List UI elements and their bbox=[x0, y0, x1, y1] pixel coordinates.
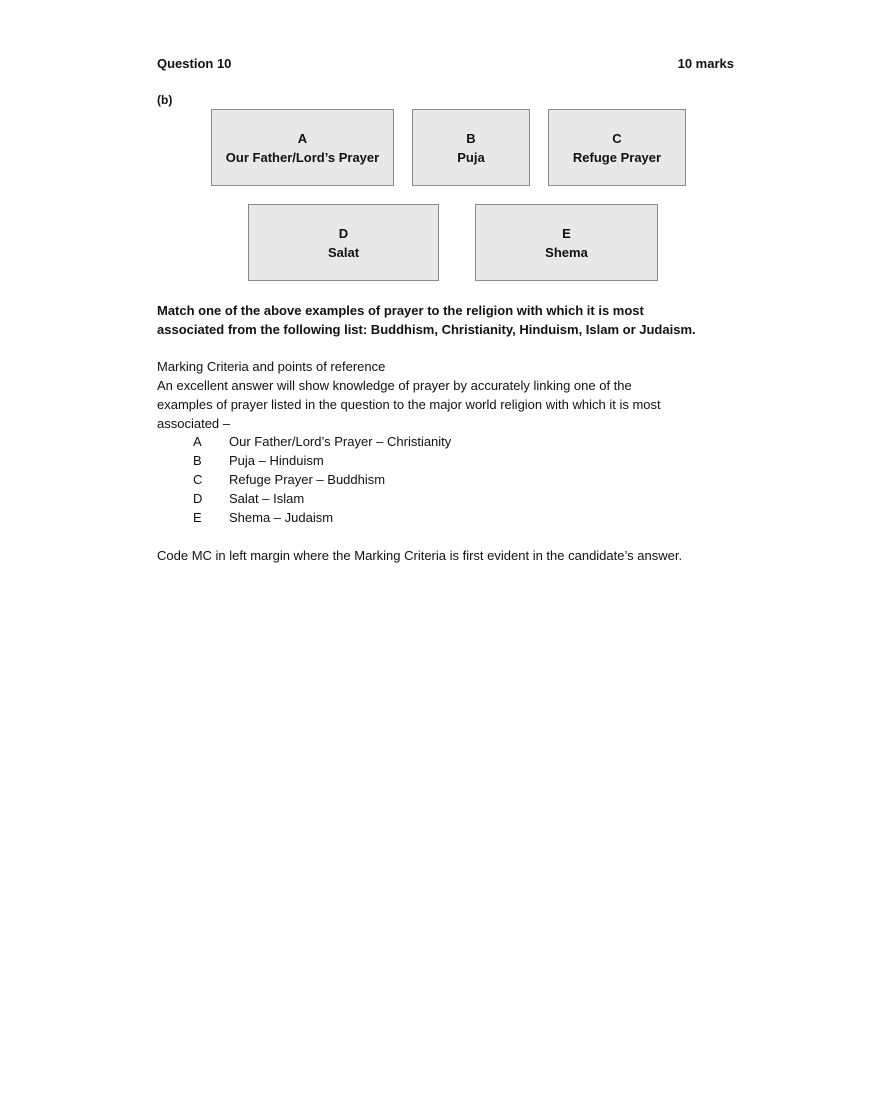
answer-text: Puja – Hinduism bbox=[229, 453, 324, 468]
prayer-box-label: Refuge Prayer bbox=[572, 149, 662, 165]
prayer-box-letter: A bbox=[297, 130, 308, 146]
prayer-box-b bbox=[412, 109, 530, 186]
answer-letter: C bbox=[193, 472, 203, 487]
answer-list bbox=[193, 432, 451, 527]
question-text bbox=[157, 301, 757, 339]
prayer-box-label: Puja bbox=[457, 149, 485, 165]
code-note: Code MC in left margin where the Marking Criteria is first evident in the candidate’s answer. bbox=[157, 548, 683, 563]
criteria-line: associated – bbox=[157, 416, 230, 431]
prayer-box-label: Our Father/Lord’s Prayer bbox=[225, 149, 380, 165]
prayer-box-letter: D bbox=[338, 225, 349, 241]
answer-letter: A bbox=[193, 434, 202, 449]
prayer-box-letter: B bbox=[466, 130, 476, 146]
marking-criteria bbox=[157, 357, 757, 433]
answer-letter: E bbox=[193, 510, 202, 525]
answer-item bbox=[193, 470, 451, 489]
question-line: associated from the following list: Buddhism, Christianity, Hinduism, Islam or Judaism. bbox=[157, 322, 696, 337]
part-label: (b) bbox=[157, 93, 173, 107]
prayer-box-d bbox=[248, 204, 439, 281]
question-number: Question 10 bbox=[157, 56, 232, 71]
answer-letter: B bbox=[193, 453, 202, 468]
answer-text: Shema – Judaism bbox=[229, 510, 334, 525]
answer-text: Our Father/Lord’s Prayer – Christianity bbox=[229, 434, 452, 449]
answer-item bbox=[193, 451, 451, 470]
criteria-heading: Marking Criteria and points of reference bbox=[157, 359, 386, 374]
marks-total: 10 marks bbox=[677, 56, 734, 71]
answer-item bbox=[193, 432, 451, 451]
prayer-box-letter: C bbox=[612, 130, 622, 146]
criteria-line: An excellent answer will show knowledge of prayer by accurately linking one of the bbox=[157, 378, 632, 393]
answer-letter: D bbox=[193, 491, 203, 506]
prayer-box-letter: E bbox=[562, 225, 571, 241]
prayer-box-label: Salat bbox=[327, 244, 360, 260]
criteria-line: examples of prayer listed in the question to the major world religion with which it is most bbox=[157, 397, 661, 412]
prayer-box-c bbox=[548, 109, 686, 186]
answer-text: Salat – Islam bbox=[229, 491, 305, 506]
answer-item bbox=[193, 489, 451, 508]
question-line: Match one of the above examples of prayer to the religion with which it is most bbox=[157, 303, 644, 318]
prayer-box-label: Shema bbox=[545, 244, 588, 260]
prayer-box-e bbox=[475, 204, 658, 281]
answer-item bbox=[193, 508, 451, 527]
prayer-box-a bbox=[211, 109, 394, 186]
answer-text: Refuge Prayer – Buddhism bbox=[229, 472, 386, 487]
